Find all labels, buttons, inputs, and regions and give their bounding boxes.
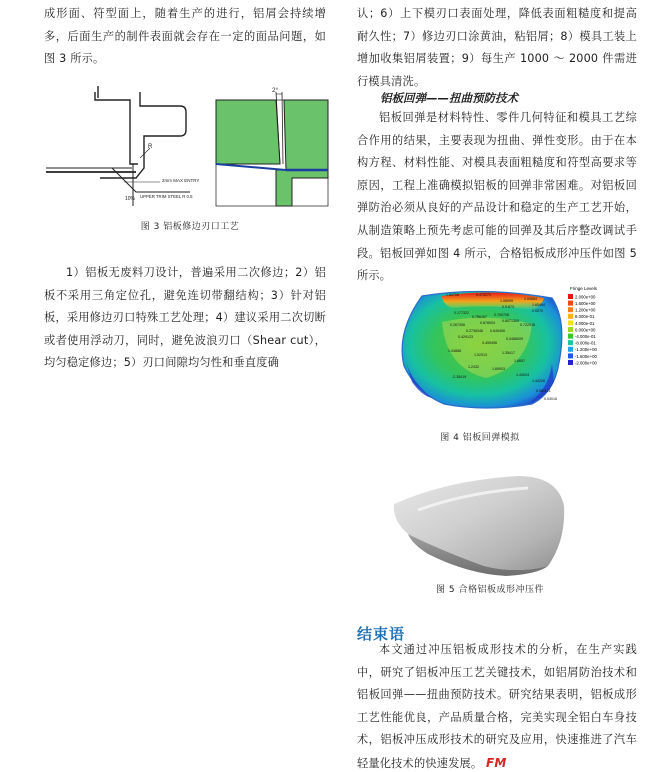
figure-4-legend-swatch bbox=[568, 353, 573, 358]
figure-4-value-label: 0.081121 bbox=[536, 389, 551, 393]
figure-4-value-label: 1.04888 bbox=[448, 349, 461, 353]
figure-4-value-label: 1.2432 bbox=[468, 365, 479, 369]
figure-4-value-label: 0.0488009 bbox=[506, 337, 523, 341]
conclusion-heading: 结束语 bbox=[357, 625, 406, 643]
figure-4-value-label: 0.700708 bbox=[494, 313, 509, 317]
figure-3-trim-steel-label: UPPER TRIM STEEL R 0.5 bbox=[140, 194, 193, 199]
figure-4-value-label: 0.2738346 bbox=[466, 329, 483, 333]
figure-4 bbox=[382, 282, 604, 414]
figure-4-legend-title: Fringe Levels bbox=[570, 286, 598, 291]
figure-4-legend bbox=[568, 286, 598, 365]
left-body-paragraph: 1）铝板无废料刀设计，普遍采用二次修边；2）铝板不采用三角定位孔，避免连切带翻结构；3）针对铝板，采用修边刃口特殊工艺处理；4）建议采用二次切断或者使用浮动刀，同时，避免波浪刃口（Shear cut），均匀稳定修边；5）刃口间隙均匀性和垂直度确 bbox=[44, 266, 326, 370]
figure-4-legend-value: 4.000e-01 bbox=[575, 320, 595, 326]
figure-4-value-label: 1.65494 bbox=[532, 303, 545, 307]
figure-4-legend-value: -8.000e-01 bbox=[575, 340, 596, 346]
figure-3 bbox=[40, 86, 332, 210]
conclusion-text: 本文通过冲压铝板成形技术的分析，在生产实践中，研究了铝板冲压工艺关键技术，如铝屑防治技术和铝板回弹——扭曲预防技术。研究结果表明，铝板成形工艺性能优良，产品质量合格，完美实现全铝白车身技术，铝板冲压成形技术的研究及应用，快速推进了汽车轻量化技术的快速发展。 bbox=[357, 643, 637, 770]
figure-4-value-label: 0.429123 bbox=[458, 335, 473, 339]
figure-3-trim-diagram bbox=[40, 86, 332, 210]
figure-4-legend-swatch bbox=[568, 314, 573, 319]
figure-4-legend-value: 8.000e-01 bbox=[575, 314, 595, 320]
springback-paragraph: 铝板回弹是材料特性、零件几何特征和模具工艺综合作用的结果，主要表现为扭曲、弹性变形。由于在本构方程、材料性能、对模具表面粗糙度和符型高要求等原因，工程上准确模拟铝板的回弹非常困难。对铝板回弹防治必须从良好的产品设计和稳定的生产工艺开始，从制造策略上预先考虑可能的回弹及其后序整改调试手段。铝板回弹如图 4 所示，合格铝板成形冲压件如图 5 所示。 bbox=[357, 111, 637, 283]
figure-4-value-label: 1.08099 bbox=[500, 299, 513, 303]
figure-5-hood-body bbox=[394, 476, 564, 570]
figure-3-left-drawing bbox=[46, 86, 190, 206]
figure-4-legend-value: 1.200e+00 bbox=[575, 307, 596, 313]
figure-4-legend-value: 2.000e+00 bbox=[575, 294, 596, 300]
figure-4-value-label: -2.35419 bbox=[452, 375, 467, 379]
figure-3-r-label: R bbox=[148, 144, 153, 150]
figure-4-value-label: 0.756157 bbox=[472, 315, 487, 319]
figure-4-legend-swatch bbox=[568, 347, 573, 352]
figure-3-angle-label: 2° bbox=[272, 87, 279, 94]
figure-4-legend-swatch bbox=[568, 320, 573, 325]
figure-4-simulation-plot bbox=[382, 282, 604, 414]
fm-logo: FM bbox=[486, 755, 507, 770]
figure-4-value-label: 0.0070 bbox=[532, 309, 543, 313]
figure-4-legend-value: -1.600e+00 bbox=[575, 353, 597, 359]
figure-4-value-label: 0.459406 bbox=[482, 341, 497, 345]
figure-4-value-label: 2.00884 bbox=[524, 297, 537, 301]
figure-4-value-label: 0.722938 bbox=[520, 323, 535, 327]
figure-4-value-label: 1.35417 bbox=[502, 351, 515, 355]
figure-4-legend-swatch bbox=[568, 294, 573, 299]
figure-4-value-label: 0.267306 bbox=[450, 323, 465, 327]
figure-4-value-label: 1.69003 bbox=[492, 367, 505, 371]
figure-4-value-label: 1.84706 bbox=[446, 293, 459, 297]
figure-5-hood-render bbox=[388, 470, 573, 580]
left-top-paragraph: 成形面、符型面上，随着生产的进行，铝屑会持续增多，后面生产的制件表面就会存在一定的面品问题，如图 3 所示。 bbox=[44, 7, 326, 66]
figure-4-value-label: 0.649406 bbox=[490, 329, 505, 333]
figure-4-legend-value: -2.000e+00 bbox=[575, 360, 597, 366]
figure-4-legend-swatch bbox=[568, 301, 573, 306]
figure-5-caption: 图 5 合格铝板成形冲压件 bbox=[436, 585, 544, 595]
figure-4-value-label: 0.177322 bbox=[454, 311, 469, 315]
figure-4-legend-value: 0.000e+00 bbox=[575, 327, 596, 333]
figure-3-caption: 图 3 铝板修边刃口工艺 bbox=[140, 222, 240, 232]
figure-4-legend-value: -1.200e+00 bbox=[575, 347, 597, 353]
springback-section-title: 铝板回弹——扭曲预防技术 bbox=[380, 91, 518, 105]
figure-3-pct-label: 10% bbox=[125, 196, 136, 202]
figure-4-legend-value: 1.600e+00 bbox=[575, 301, 596, 306]
figure-4-caption: 图 4 铝板回弹模拟 bbox=[440, 433, 520, 443]
conclusion-paragraph bbox=[357, 639, 637, 772]
figure-4-legend-value: -4.000e-01 bbox=[575, 334, 596, 339]
figure-3-entry-label: 2mm MAX ENTRY bbox=[162, 178, 200, 183]
figure-4-value-label: 1.44024 bbox=[516, 373, 529, 377]
figure-4-value-label: 1.02013 bbox=[474, 353, 487, 357]
figure-4-legend-swatch bbox=[568, 334, 573, 339]
figure-4-value-label: 1.6657 bbox=[514, 359, 525, 363]
figure-4-legend-swatch bbox=[568, 327, 573, 332]
figure-3-right-drawing bbox=[216, 92, 328, 206]
figure-4-value-label: 0.9.873 bbox=[502, 305, 514, 309]
figure-4-value-label: 0.8071305 bbox=[502, 319, 519, 323]
figure-5 bbox=[388, 470, 573, 580]
figure-4-legend-swatch bbox=[568, 360, 573, 365]
figure-4-value-label: 1.44226 bbox=[532, 379, 545, 383]
right-top-paragraph: 认；6）上下模刃口表面处理，降低表面粗糙度和提高耐久性；7）修边刃口涂黄油，粘铝屑；8）模具工装上增加收集铝屑装置；9）每生产 1000 ～ 2000 件需进行模具清洗。 bbox=[357, 7, 637, 88]
figure-4-value-label: 0.470271 bbox=[476, 293, 491, 297]
figure-4-value-label: 0.678004 bbox=[480, 321, 495, 325]
figure-4-legend-swatch bbox=[568, 307, 573, 312]
figure-4-legend-swatch bbox=[568, 340, 573, 345]
figure-4-value-label: 0.04016 bbox=[544, 397, 557, 401]
